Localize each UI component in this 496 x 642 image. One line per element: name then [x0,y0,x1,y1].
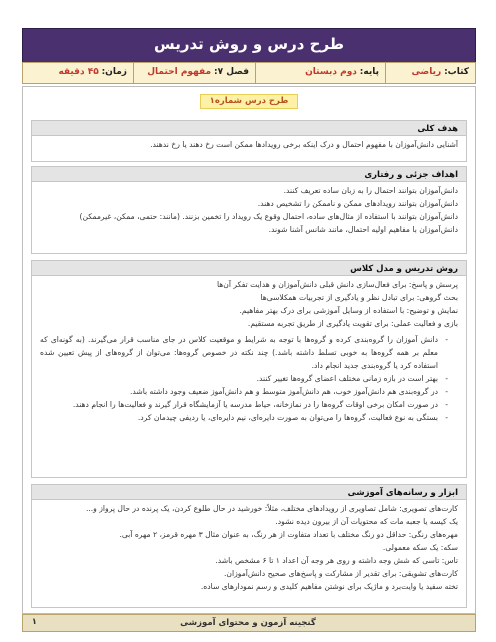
page-number: ۱ [31,617,37,627]
plan-number-title: طرح درس شماره۱ [200,94,298,109]
grouping-tip: - در گروه‌بندی هم دانش‌آموز خوب، هم دانش‌آموز متوسط و هم دانش‌آموز ضعیف وجود داشته باشد. [40,385,448,398]
partial-goal-line: دانش‌آموزان بتوانند با استفاده از مثال‌های ساده، احتمال وقوع یک رویداد را تخمین بزنند. (مانند: حتمی، ممکن، غیرممکن) [79,212,458,221]
general-goal-heading: هدف کلی [32,121,466,136]
teaching-tools-section [31,484,467,608]
method-line: بازی و فعالیت عملی: برای تقویت یادگیری از طریق تجربه مستقیم. [247,319,458,328]
teaching-method-body [32,276,466,426]
tool-line: تخته سفید یا وایت‌برد و ماژیک برای نوشتن مفاهیم کلیدی و رسم نمودارهای ساده. [200,582,458,591]
grade-label: پایه: [359,67,379,77]
partial-goals-heading: اهداف جزئی و رفتاری [32,167,466,182]
partial-goal-line: دانش‌آموزان با مفاهیم اولیه احتمال، مانند شانس آشنا شوند. [268,225,458,234]
grouping-tip: - بستگی به نوع فعالیت، گروه‌ها را می‌توان به صورت دایره‌ای، نیم دایره‌ای، یا ردیفی چیدمان کرد. [40,411,448,424]
teaching-method-section [31,260,467,478]
time-cell [23,63,133,83]
tool-line: سکه: یک سکه معمولی. [382,543,458,552]
partial-goal-line: دانش‌آموزان بتوانند احتمال را به زبان ساده تعریف کنند. [283,186,458,195]
tool-line: کارت‌های تصویری: شامل تصاویری از رویدادهای مختلف، مثلاً: خورشید در حال طلوع کردن، یک پرنده در حال پرواز و... [85,504,458,513]
lesson-info-row [22,62,476,84]
time-label: زمان: [101,67,127,77]
general-goal-section [31,120,467,162]
chapter-value: مفهوم احتمال [147,67,212,77]
chapter-cell [133,63,255,83]
grouping-tip: - در صورت امکان برخی اوقات گروه‌ها را در نمازخانه، حیاط مدرسه یا آزمایشگاه قرار گیرند و فعالیت‌ها را انجام دهند. [40,398,448,411]
tool-line: یک کیسه یا جعبه مات که محتویات آن از بیرون دیده نشود. [275,517,458,526]
tool-line: تاس: تاسی که شش وجه داشته و روی هر وجه آن اعداد ۱ تا ۶ مشخص باشد. [215,556,458,565]
book-value: ریاضی [411,67,442,77]
page-footer [22,614,476,632]
grade-cell [255,63,385,83]
teaching-method-heading: روش تدریس و مدل کلاس [32,261,466,276]
chapter-label: فصل ۷: [213,67,249,77]
book-label: کتاب: [444,67,469,77]
tool-line: مهره‌های رنگی: حداقل دو رنگ مختلف با تعداد متفاوت از هر رنگ، به عنوان مثال ۳ مهره قرمز، ۲ مهره آبی. [119,530,458,539]
grouping-tips-list [40,333,458,424]
method-line: پرسش و پاسخ: برای فعال‌سازی دانش قبلی دانش‌آموزان و هدایت تفکر آن‌ها [216,280,458,289]
grade-value: دوم دبستان [305,67,357,77]
teaching-tools-body [32,500,466,595]
method-line: نمایش و توضیح: با استفاده از وسایل آموزشی برای درک بهتر مفاهیم. [239,306,458,315]
book-cell [385,63,475,83]
header-bar [22,28,476,64]
grouping-tip: - دانش آموزان را گروه‌بندی کرده و گروه‌ها با توجه به شرایط و موقعیت کلاس در جای مناسب قرار می‌گیرند. (به گونه‌ای که معلم بر همه گروه‌ها به خوبی تسلط داشته باشد.) چند نکته در خصوص گروه‌ها: می‌توان از گروه‌های از پیش تعیین شده استفاده کرد یا گروه‌بندی جدید انجام داد. [40,333,448,372]
time-value: ۴۵ دقیقه [58,67,99,77]
grouping-tip: - بهتر است در بازه زمانی مختلف اعضای گروه‌ها تغییر کنند. [40,372,448,385]
footer-brand-text: گنجینه آزمون و محتوای آموزشی [180,618,316,628]
partial-goal-line: دانش‌آموزان بتوانند رویدادهای ممکن و ناممکن را تشخیص دهند. [257,199,458,208]
general-goal-text: آشنایی دانش‌آموزان با مفهوم احتمال و درک اینکه برخی رویدادها ممکن است رخ دهند یا رخ ندهند. [150,140,458,149]
method-line: بحث گروهی: برای تبادل نظر و یادگیری از تجربیات همکلاسی‌ها [260,293,458,302]
tool-line: کارت‌های تشویقی: برای تقدیر از مشارکت و پاسخ‌های صحیح دانش‌آموزان. [224,569,458,578]
general-goal-body [32,136,466,153]
page-title: طرح درس و روش تدریس [154,35,344,53]
teaching-tools-heading: ابزار و رسانه‌های آموزشی [32,485,466,500]
partial-goals-body [32,182,466,238]
partial-goals-section [31,166,467,254]
